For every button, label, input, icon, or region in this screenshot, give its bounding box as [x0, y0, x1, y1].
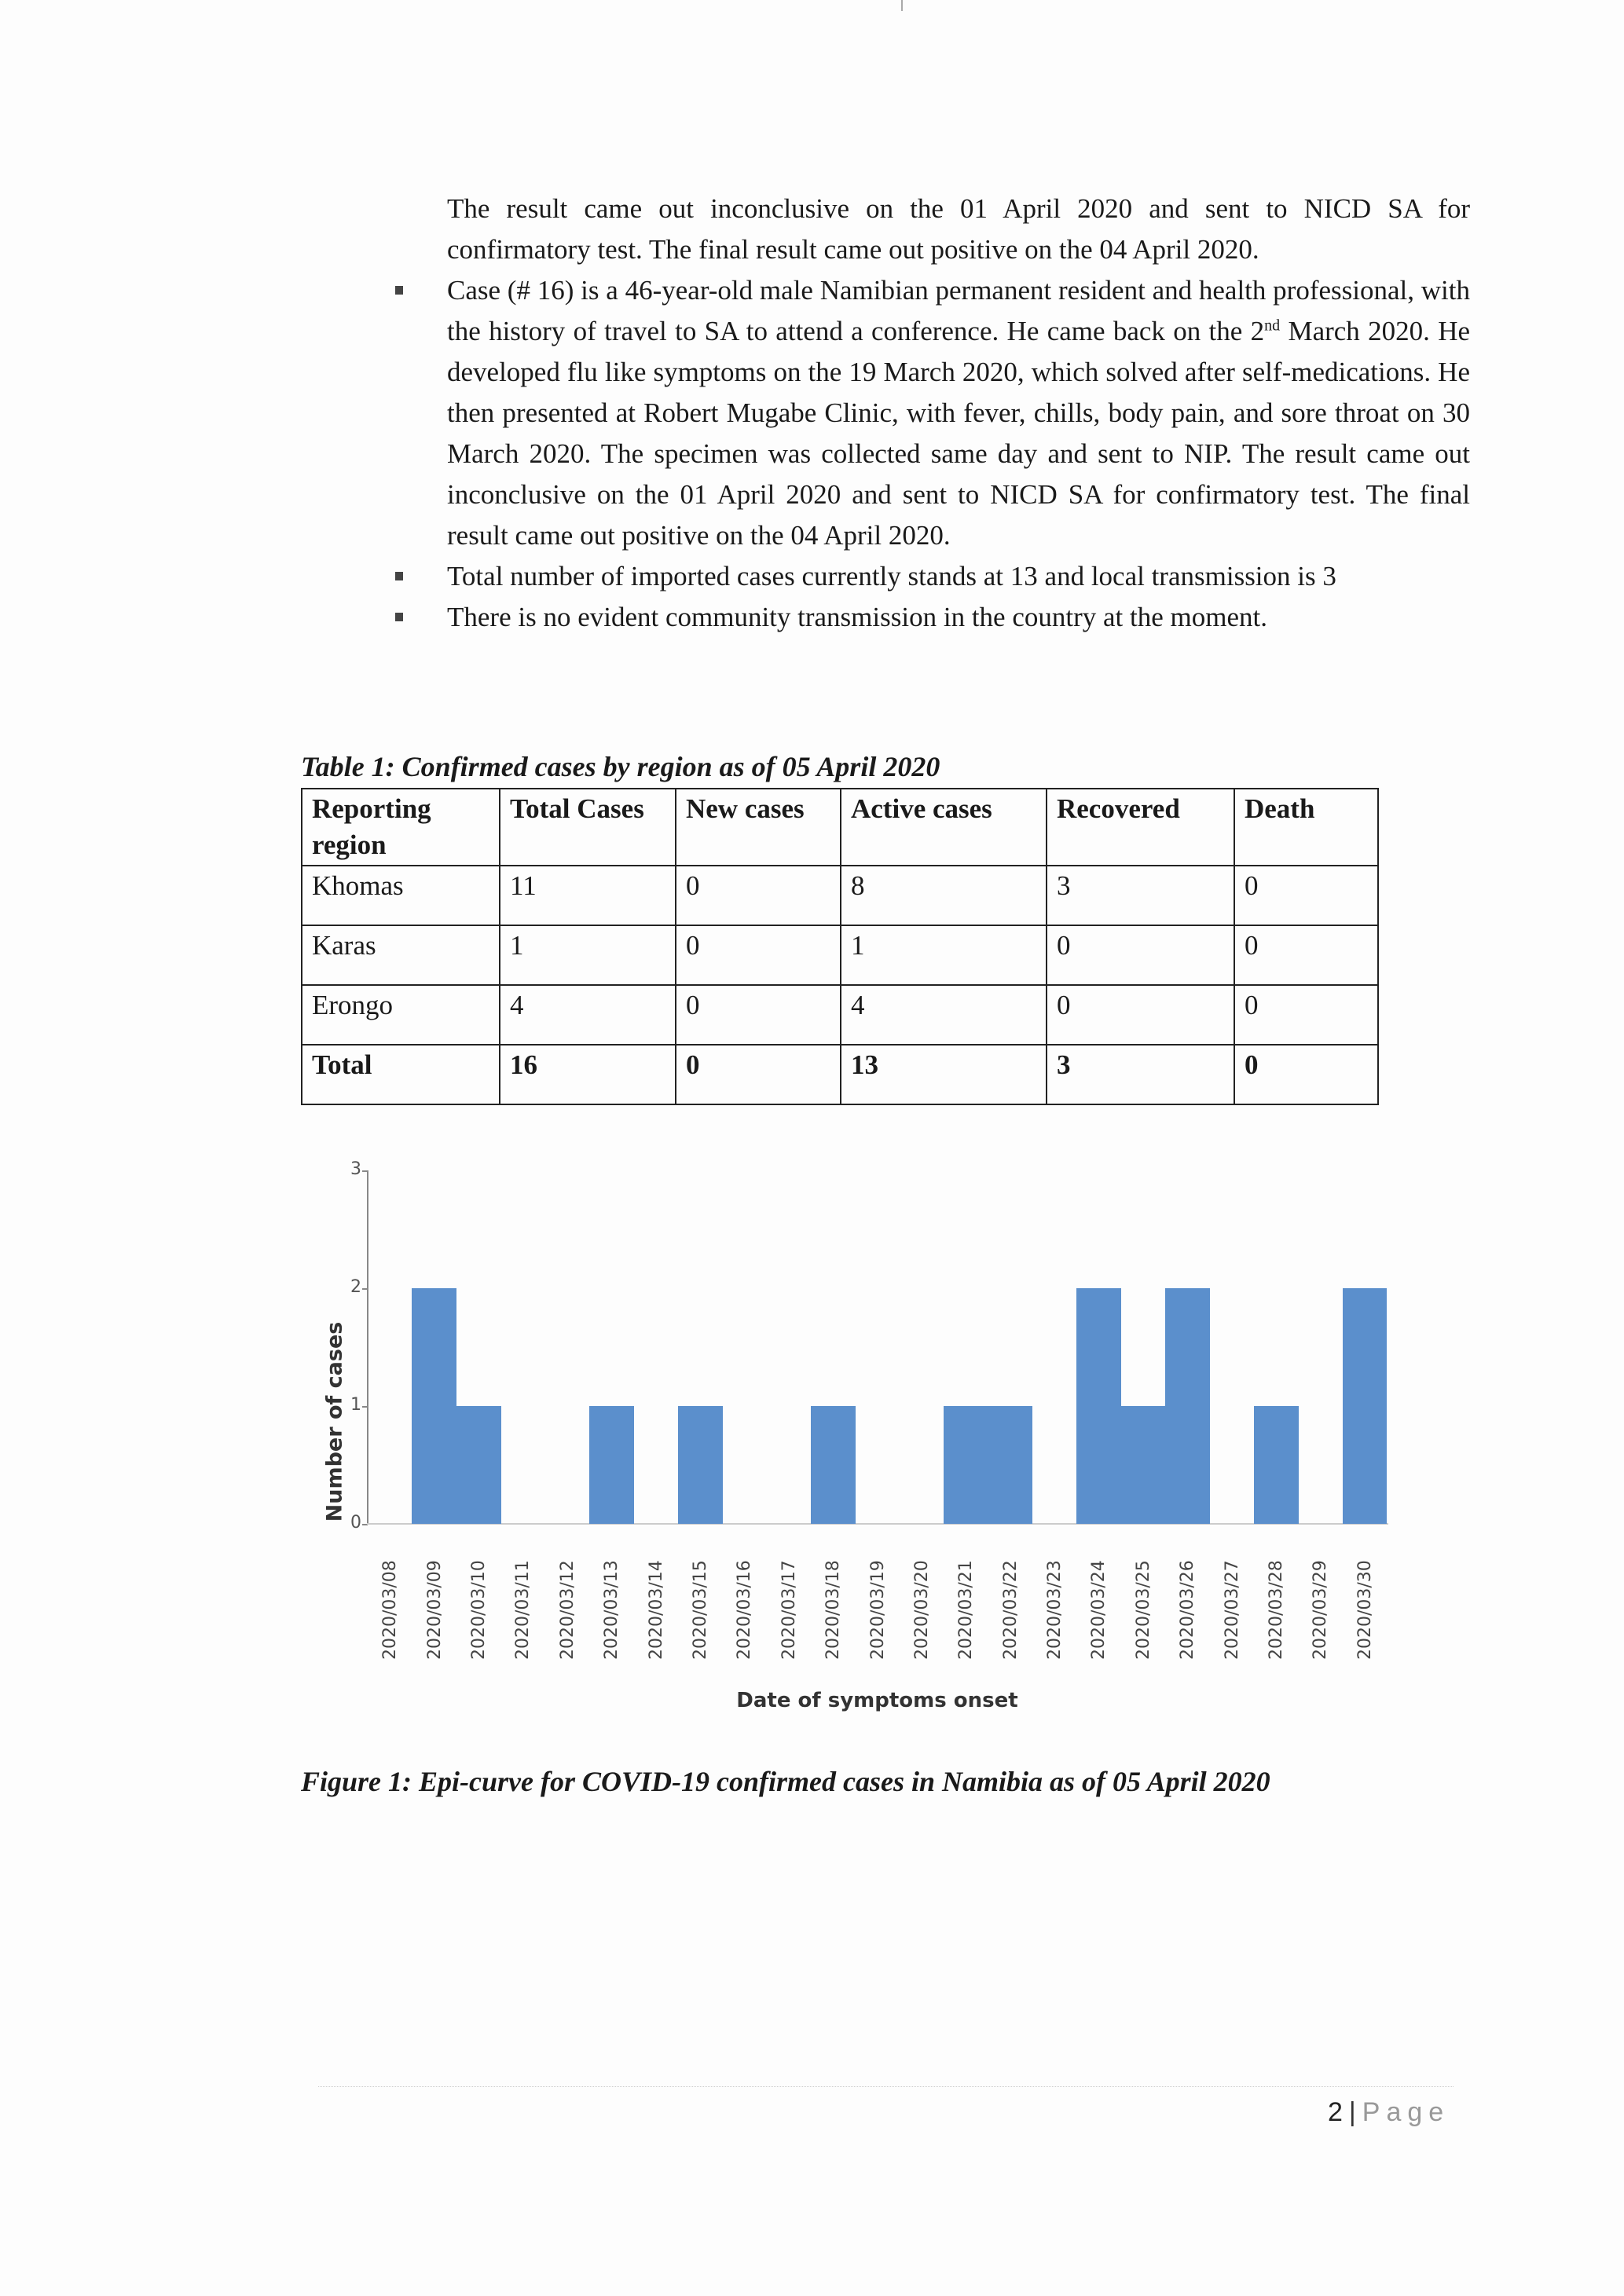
cell-active-cases: 13 — [841, 1045, 1047, 1104]
x-tick-label: 2020/03/11 — [513, 1560, 533, 1660]
y-tick-label: 2 — [350, 1277, 361, 1297]
x-tick-label: 2020/03/10 — [468, 1560, 489, 1660]
figure-caption: Figure 1: Epi-curve for COVID-19 confirmed cases in Namibia as of 05 April 2020 — [301, 1766, 1270, 1797]
cell-recovered: 3 — [1047, 866, 1234, 925]
case-16-text-start: Case (# 16) is a 46-year-old male Namibian permanent resident and health professional, with the history of travel to SA to attend a conference. He came back on the 2 — [447, 275, 1470, 346]
x-tick-label: 2020/03/29 — [1311, 1560, 1331, 1660]
bullet-list — [447, 270, 1470, 638]
bar-2020-03-24 — [1076, 1288, 1121, 1524]
bar-2020-03-13 — [589, 1406, 634, 1524]
x-axis-title: Date of symptoms onset — [736, 1689, 1018, 1712]
x-tick-label: 2020/03/18 — [823, 1560, 844, 1660]
case-16-text-end: March 2020. He developed flu like symptoms on the 19 March 2020, which solved after self-medications. He then presented at Robert Mugabe Clinic, with fever, chills, body pain, and sore throat on 30 March 2020. The specimen was collected same day and sent to NIP. The result came out inconclusive on the 01 April 2020 and sent to NICD SA for confirmatory test. The final result came out positive on the 04 April 2020. — [447, 316, 1471, 551]
table-header-row — [302, 789, 1378, 866]
bar-2020-03-28 — [1254, 1406, 1299, 1524]
bar-2020-03-15 — [678, 1406, 723, 1524]
header-total-cases: Total Cases — [500, 789, 676, 866]
cell-death: 0 — [1234, 866, 1378, 925]
header-death: Death — [1234, 789, 1378, 866]
bar-2020-03-30 — [1343, 1288, 1388, 1524]
bar-2020-03-09 — [412, 1288, 456, 1524]
cell-region: Karas — [302, 925, 500, 985]
community-transmission-text: There is no evident community transmission in the country at the moment. — [447, 602, 1267, 632]
cell-death: 0 — [1234, 925, 1378, 985]
scan-mark — [901, 0, 903, 11]
y-axis-title-text: Number of cases — [322, 1321, 347, 1522]
body-text — [447, 189, 1470, 638]
ordinal-suffix: nd — [1264, 317, 1281, 335]
imported-cases-text: Total number of imported cases currently stands at 13 and local transmission is 3 — [447, 561, 1336, 591]
cell-active-cases: 4 — [841, 985, 1047, 1045]
cell-recovered: 0 — [1047, 985, 1234, 1045]
page-number-separator: | — [1348, 2097, 1356, 2127]
footer-divider — [318, 2086, 1454, 2088]
page-number — [1328, 2097, 1450, 2128]
table-row — [302, 925, 1378, 985]
bar-2020-03-18 — [811, 1406, 856, 1524]
square-bullet-icon — [395, 613, 403, 621]
x-tick-label: 2020/03/24 — [1089, 1560, 1109, 1660]
x-tick-label: 2020/03/13 — [602, 1560, 622, 1660]
table-row — [302, 866, 1378, 925]
bullet-imported-cases — [447, 556, 1470, 597]
cell-death: 0 — [1234, 985, 1378, 1045]
x-tick-label: 2020/03/21 — [956, 1560, 977, 1660]
cell-new-cases: 0 — [676, 1045, 841, 1104]
cell-total-cases: 16 — [500, 1045, 676, 1104]
table-total-row — [302, 1045, 1378, 1104]
x-tick-label: 2020/03/19 — [867, 1560, 888, 1660]
cell-active-cases: 1 — [841, 925, 1047, 985]
cell-total-label: Total — [302, 1045, 500, 1104]
header-new-cases: New cases — [676, 789, 841, 866]
cases-by-region-table — [301, 788, 1379, 1105]
x-tick-label: 2020/03/20 — [911, 1560, 932, 1660]
cell-active-cases: 8 — [841, 866, 1047, 925]
square-bullet-icon — [395, 286, 403, 295]
x-tick-label: 2020/03/08 — [380, 1560, 401, 1660]
header-active-cases: Active cases — [841, 789, 1047, 866]
x-tick-label: 2020/03/17 — [779, 1560, 799, 1660]
cell-new-cases: 0 — [676, 866, 841, 925]
cell-recovered: 3 — [1047, 1045, 1234, 1104]
bar-2020-03-25 — [1121, 1406, 1166, 1524]
cell-total-cases: 11 — [500, 866, 676, 925]
x-tick-label: 2020/03/16 — [735, 1560, 755, 1660]
page-word: Page — [1362, 2097, 1450, 2127]
x-tick-label: 2020/03/09 — [424, 1560, 445, 1660]
continuation-paragraph: The result came out inconclusive on the 01 April 2020 and sent to NICD SA for confirmatory test. The final result came out positive on the 04 April 2020. — [447, 193, 1470, 265]
cell-region: Erongo — [302, 985, 500, 1045]
bar-2020-03-21 — [944, 1406, 988, 1524]
bar-2020-03-26 — [1165, 1288, 1210, 1524]
x-tick-label: 2020/03/27 — [1222, 1560, 1242, 1660]
table-caption: Table 1: Confirmed cases by region as of 05 April 2020 — [301, 751, 940, 782]
cell-total-cases: 4 — [500, 985, 676, 1045]
y-tick-label: 3 — [350, 1159, 361, 1179]
x-tick-label: 2020/03/12 — [557, 1560, 577, 1660]
x-tick-label: 2020/03/14 — [646, 1560, 666, 1660]
header-reporting-region: Reporting region — [302, 789, 500, 866]
square-bullet-icon — [395, 572, 403, 580]
bar-2020-03-22 — [988, 1406, 1032, 1524]
page-number-value: 2 — [1328, 2097, 1343, 2127]
x-tick-label: 2020/03/26 — [1178, 1560, 1198, 1660]
y-tick-label: 1 — [350, 1395, 361, 1415]
x-tick-label: 2020/03/22 — [1000, 1560, 1021, 1660]
cell-new-cases: 0 — [676, 925, 841, 985]
bullet-case-16 — [447, 270, 1470, 556]
plot-area — [368, 1170, 1387, 1524]
cell-recovered: 0 — [1047, 925, 1234, 985]
x-tick-label: 2020/03/28 — [1267, 1560, 1287, 1660]
y-tick-label: 0 — [350, 1513, 361, 1532]
epi-curve-chart — [299, 1147, 1414, 1744]
cell-death: 0 — [1234, 1045, 1378, 1104]
bar-2020-03-10 — [456, 1406, 501, 1524]
header-recovered: Recovered — [1047, 789, 1234, 866]
x-tick-label: 2020/03/30 — [1355, 1560, 1375, 1660]
bullet-community-transmission — [447, 597, 1470, 638]
x-tick-label: 2020/03/25 — [1133, 1560, 1153, 1660]
x-tick-label: 2020/03/15 — [690, 1560, 710, 1660]
cell-new-cases: 0 — [676, 985, 841, 1045]
cell-total-cases: 1 — [500, 925, 676, 985]
x-tick-label: 2020/03/23 — [1045, 1560, 1065, 1660]
cell-region: Khomas — [302, 866, 500, 925]
x-axis-labels — [368, 1534, 1387, 1660]
table-row — [302, 985, 1378, 1045]
